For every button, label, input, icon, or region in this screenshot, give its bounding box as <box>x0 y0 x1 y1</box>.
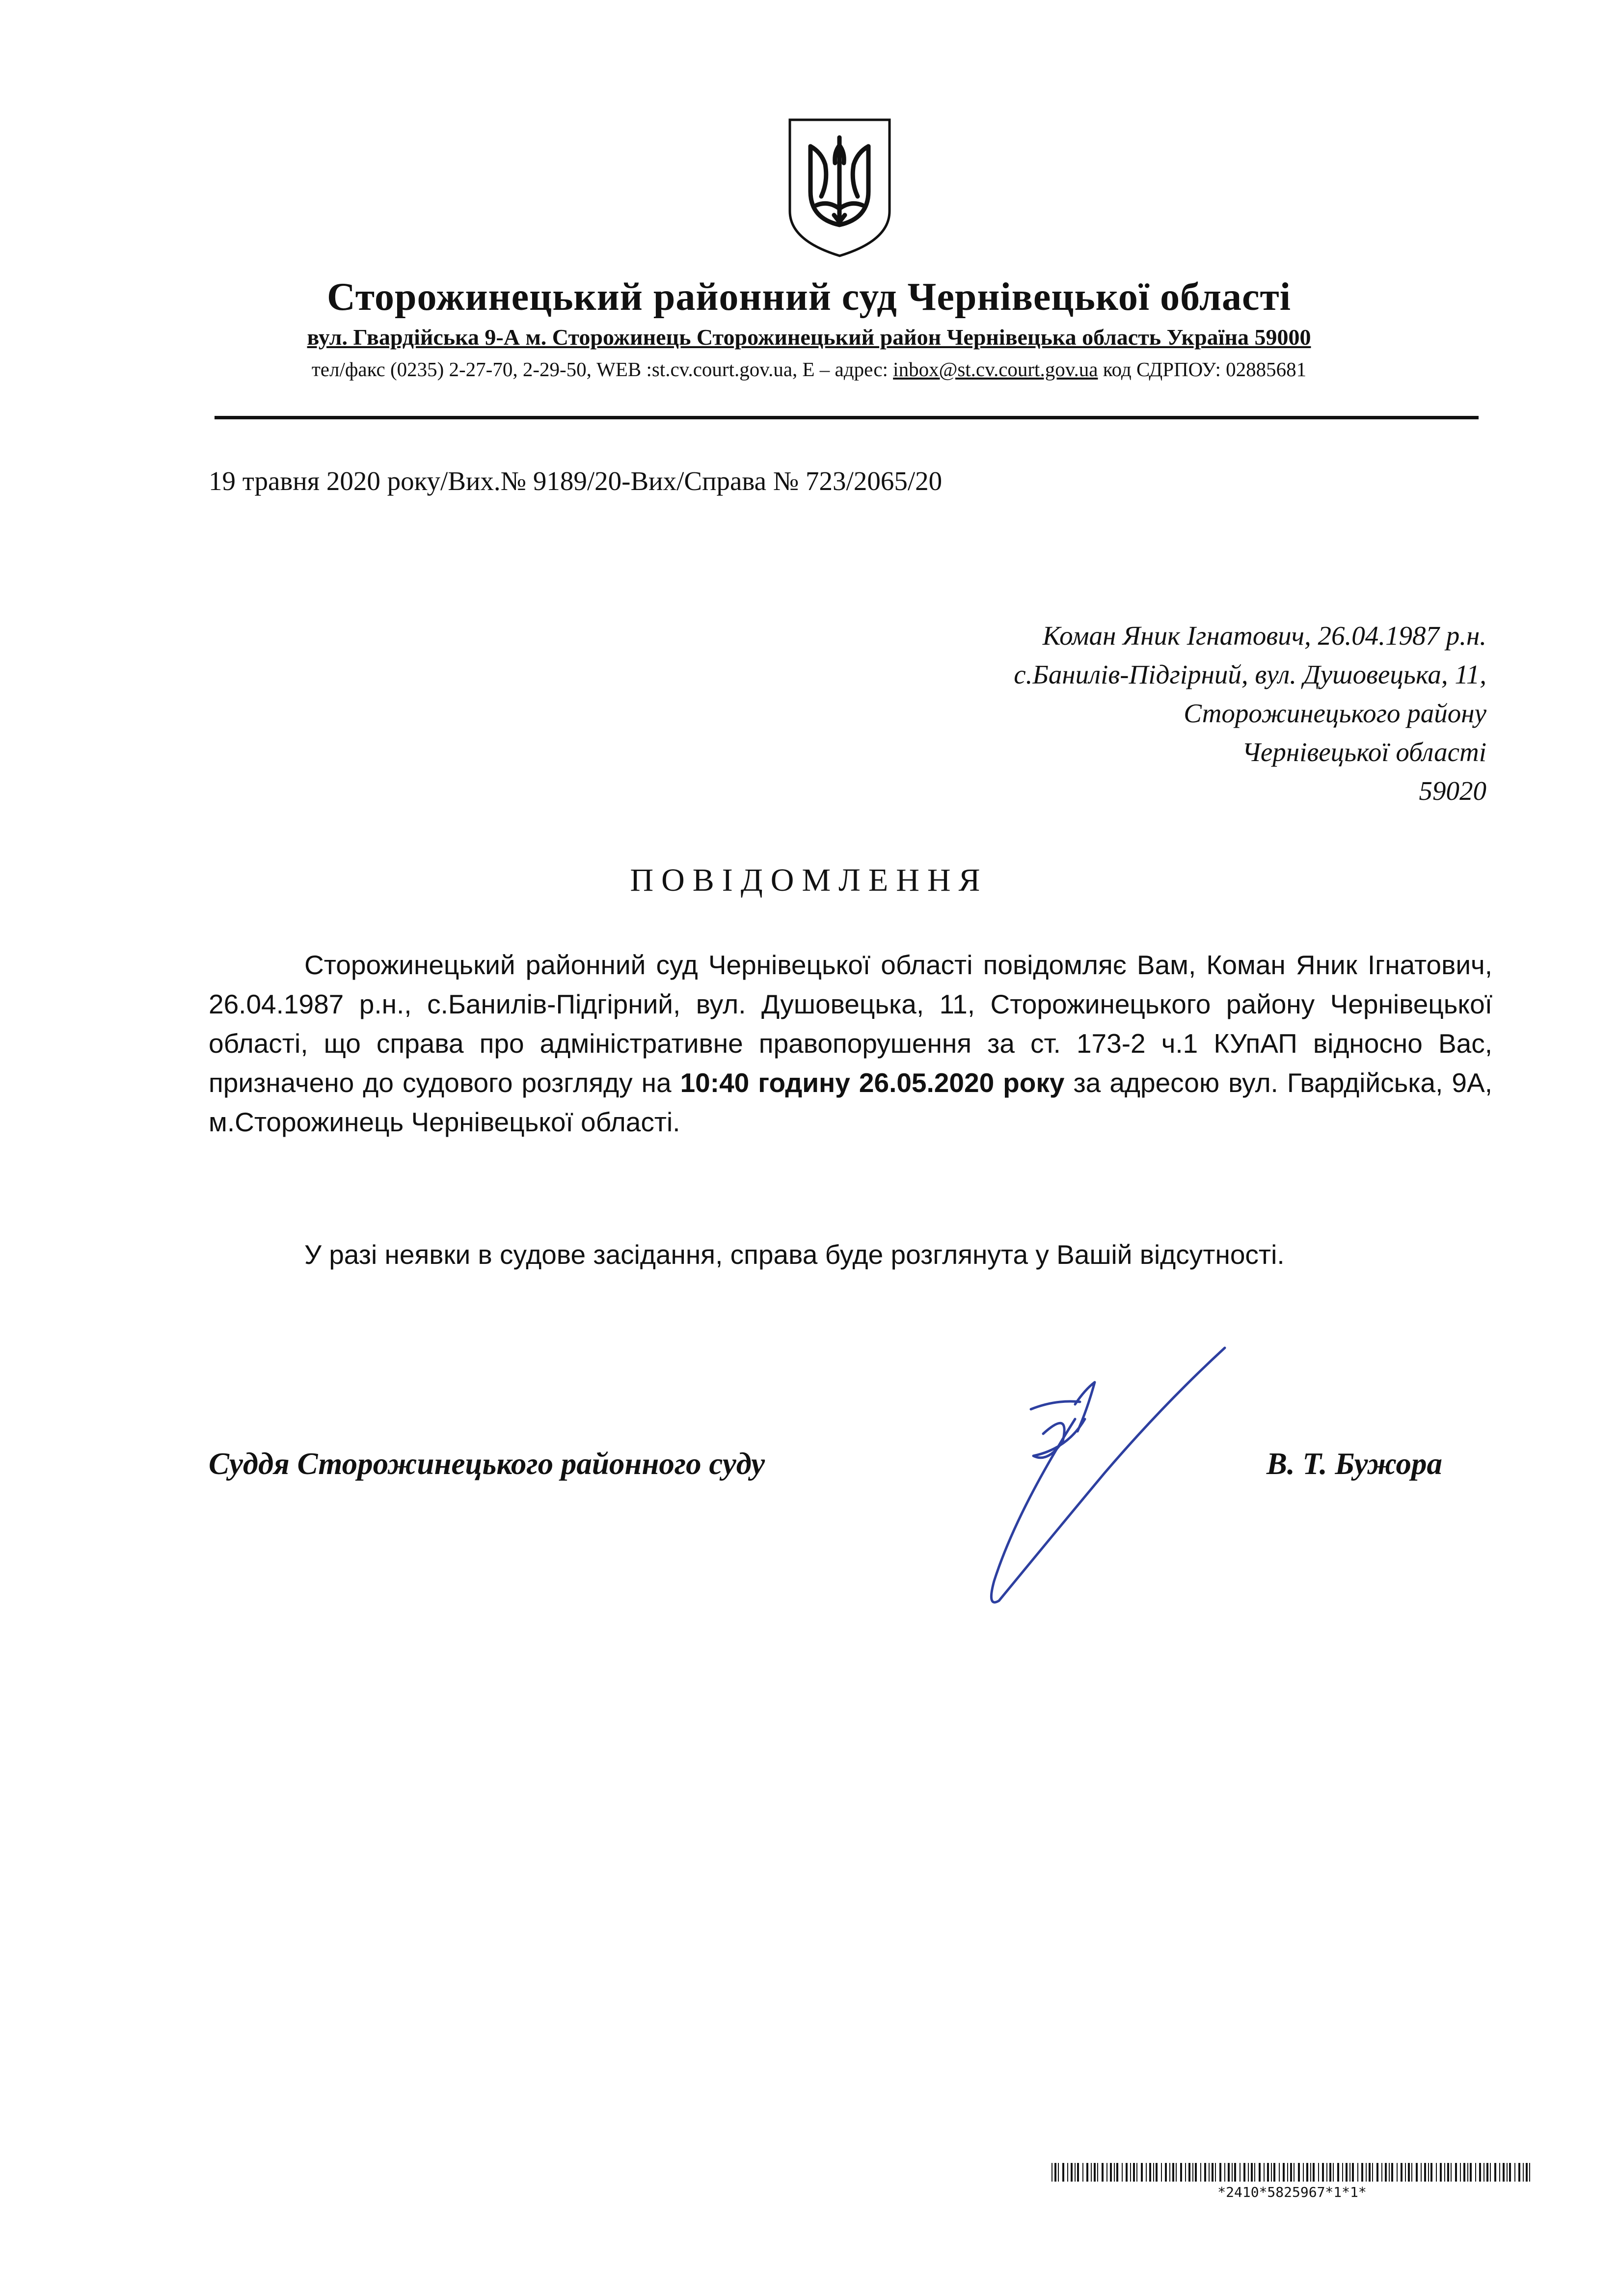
barcode-bar <box>1322 2163 1324 2182</box>
barcode-bar <box>1444 2163 1445 2182</box>
barcode-bar <box>1447 2163 1449 2182</box>
barcode-bar <box>1116 2163 1118 2182</box>
barcode-bar <box>1188 2163 1190 2182</box>
judge-name: В. Т. Бужора <box>1266 1447 1442 1481</box>
barcode-bar <box>1156 2163 1158 2182</box>
barcode-bar <box>1455 2163 1457 2182</box>
barcode-bar <box>1342 2163 1343 2182</box>
barcode-bar <box>1385 2163 1387 2182</box>
barcode-bar <box>1130 2163 1131 2182</box>
barcode-bar <box>1153 2163 1154 2182</box>
barcode-bar <box>1287 2163 1288 2182</box>
court-code: код СДРПОУ: 02885681 <box>1098 358 1307 381</box>
barcode-bar <box>1389 2163 1390 2182</box>
barcode-bar <box>1313 2163 1315 2182</box>
barcode-bar <box>1523 2163 1524 2182</box>
hearing-datetime: 10:40 годину 26.05.2020 року <box>680 1067 1065 1098</box>
barcode-bar <box>1514 2163 1515 2182</box>
barcode-bar <box>1411 2163 1412 2182</box>
barcode-bar <box>1102 2163 1104 2182</box>
document-title: ПОВІДОМЛЕННЯ <box>630 862 988 898</box>
barcode-bar <box>1185 2163 1186 2182</box>
barcode-bar <box>1318 2163 1319 2182</box>
court-contacts <box>0 357 1618 381</box>
barcode-bar <box>1176 2163 1177 2182</box>
barcode-bar <box>1401 2163 1402 2182</box>
barcode-bar <box>1503 2163 1505 2182</box>
barcode-bar <box>1494 2163 1496 2182</box>
barcode-bar <box>1058 2163 1059 2182</box>
trident-coat-of-arms-icon <box>787 118 892 258</box>
barcode-bar <box>1224 2163 1225 2182</box>
barcode-bar <box>1366 2163 1367 2182</box>
barcode-bar <box>1094 2163 1096 2182</box>
barcode-bar <box>1267 2163 1269 2182</box>
barcode-bar <box>1169 2163 1170 2182</box>
barcode-bar <box>1349 2163 1350 2182</box>
barcode-bar <box>1161 2163 1162 2182</box>
barcode-bar <box>1215 2163 1216 2182</box>
barcode-bar <box>1195 2163 1197 2182</box>
contacts-prefix: тел/факс (0235) 2-27-70, 2-29-50, WEB :st.cv.court.gov.ua, Е – адрес: <box>311 358 893 381</box>
barcode-bar <box>1357 2163 1358 2182</box>
barcode-bar <box>1110 2163 1112 2182</box>
barcode-bar <box>1470 2163 1472 2182</box>
barcode-bar <box>1054 2163 1056 2182</box>
email-link[interactable]: inbox@st.cv.court.gov.ua <box>893 358 1098 381</box>
barcode-bar <box>1436 2163 1437 2182</box>
barcode-bar <box>1200 2163 1201 2182</box>
barcode-bar <box>1421 2163 1422 2182</box>
judge-position: Суддя Сторожинецького районного суду <box>209 1447 765 1481</box>
barcode-bar <box>1086 2163 1088 2182</box>
handwritten-signature-icon <box>957 1336 1232 1611</box>
barcode-bar <box>1234 2163 1236 2182</box>
barcode <box>1052 2163 1533 2182</box>
barcode-bar <box>1106 2163 1107 2182</box>
barcode-bar <box>1499 2163 1500 2182</box>
barcode-bar <box>1254 2163 1255 2182</box>
barcode-bar <box>1243 2163 1245 2182</box>
barcode-bar <box>1333 2163 1334 2182</box>
barcode-bar <box>1212 2163 1214 2182</box>
barcode-bar <box>1518 2163 1520 2182</box>
barcode-bar <box>1326 2163 1327 2182</box>
recipient-name: Коман Яник Ігнатович, 26.04.1987 р.н. <box>1042 621 1486 651</box>
barcode-bar <box>1251 2163 1253 2182</box>
barcode-bar <box>1097 2163 1098 2182</box>
barcode-bar <box>1369 2163 1371 2182</box>
barcode-bar <box>1146 2163 1147 2182</box>
notice-paragraph <box>209 945 1492 1142</box>
absence-paragraph: У разі неявки в судове засідання, справа буде розглянута у Вашій відсутності. <box>304 1239 1285 1270</box>
barcode-bar <box>1141 2163 1143 2182</box>
barcode-bar <box>1475 2163 1476 2182</box>
barcode-bar <box>1381 2163 1382 2182</box>
barcode-bar <box>1082 2163 1083 2182</box>
barcode-bar <box>1479 2163 1481 2182</box>
barcode-bar <box>1077 2163 1079 2182</box>
barcode-bar <box>1372 2163 1373 2182</box>
barcode-bar <box>1264 2163 1265 2182</box>
barcode-bar <box>1391 2163 1393 2182</box>
barcode-bar <box>1424 2163 1426 2182</box>
barcode-bar <box>1180 2163 1182 2182</box>
barcode-bar <box>1463 2163 1465 2182</box>
barcode-bar <box>1136 2163 1137 2182</box>
barcode-bar <box>1329 2163 1331 2182</box>
barcode-bar <box>1408 2163 1410 2182</box>
barcode-bar <box>1397 2163 1398 2182</box>
recipient-postcode: 59020 <box>1419 776 1486 806</box>
barcode-bar <box>1376 2163 1378 2182</box>
barcode-bar <box>1303 2163 1304 2182</box>
barcode-bar <box>1526 2163 1528 2182</box>
header-divider <box>215 416 1479 419</box>
barcode-bar <box>1352 2163 1354 2182</box>
barcode-bar <box>1232 2163 1233 2182</box>
barcode-bar <box>1486 2163 1488 2182</box>
recipient-block <box>1014 616 1486 810</box>
barcode-bar <box>1440 2163 1442 2182</box>
barcode-number: *2410*5825967*1*1* <box>1217 2184 1367 2200</box>
barcode-bar <box>1149 2163 1151 2182</box>
barcode-bar <box>1483 2163 1484 2182</box>
barcode-bar <box>1062 2163 1064 2182</box>
barcode-bar <box>1290 2163 1292 2182</box>
barcode-bar <box>1490 2163 1491 2182</box>
barcode-bar <box>1298 2163 1300 2182</box>
barcode-bar <box>1228 2163 1230 2182</box>
barcode-bar <box>1126 2163 1128 2182</box>
barcode-bar <box>1192 2163 1193 2182</box>
barcode-bar <box>1460 2163 1461 2182</box>
barcode-bar <box>1361 2163 1363 2182</box>
barcode-bar <box>1467 2163 1468 2182</box>
barcode-bar <box>1133 2163 1135 2182</box>
barcode-bar <box>1259 2163 1261 2182</box>
recipient-street: с.Банилів-Підгірний, вул. Душовецька, 11, <box>1014 659 1486 689</box>
recipient-district: Сторожинецького району <box>1184 698 1486 728</box>
barcode-bar <box>1165 2163 1167 2182</box>
barcode-bar <box>1271 2163 1272 2182</box>
notice-address: за адресою вул. Гвардійська, 9А, м.Сторожинець Чернівецької області. <box>209 1067 1492 1137</box>
barcode-bar <box>1071 2163 1073 2182</box>
barcode-bar <box>1122 2163 1123 2182</box>
court-name: Сторожинецький районний суд Чернівецької області <box>326 275 1291 319</box>
barcode-bar <box>1204 2163 1206 2182</box>
barcode-bar <box>1219 2163 1221 2182</box>
outgoing-number: 19 травня 2020 року/Вих.№ 9189/20-Вих/Справа № 723/2065/20 <box>209 466 943 496</box>
barcode-bar <box>1067 2163 1068 2182</box>
barcode-bar <box>1451 2163 1452 2182</box>
barcode-bar <box>1405 2163 1406 2182</box>
barcode-bar <box>1337 2163 1339 2182</box>
recipient-region: Чернівецької області <box>1242 737 1486 767</box>
barcode-bar <box>1283 2163 1285 2182</box>
barcode-bar <box>1279 2163 1280 2182</box>
barcode-bar <box>1509 2163 1511 2182</box>
barcode-bar <box>1529 2163 1530 2182</box>
barcode-bar <box>1428 2163 1429 2182</box>
barcode-bar <box>1306 2163 1308 2182</box>
barcode-bar <box>1346 2163 1348 2182</box>
court-address: вул. Гвардійська 9-А м. Сторожинець Сторожинецький район Чернівецька область Україна 59000 <box>307 325 1311 350</box>
barcode-bar <box>1507 2163 1508 2182</box>
barcode-bar <box>1416 2163 1418 2182</box>
barcode-bar <box>1273 2163 1275 2182</box>
barcode-bar <box>1114 2163 1115 2182</box>
barcode-bar <box>1310 2163 1311 2182</box>
barcode-bar <box>1209 2163 1210 2182</box>
barcode-bar <box>1248 2163 1249 2182</box>
barcode-bar <box>1091 2163 1092 2182</box>
barcode-bar <box>1172 2163 1174 2182</box>
notice-text: Сторожинецький районний суд Чернівецької області повідомляє Вам, Коман Яник Ігнатович, 26.04.1987 р.н., с.Банилів-Підгірний, вул. Душовецька, 11, Сторожинецького району Чернівецької області, що справа про адміністративне правопорушення за ст. 173-2 ч.1 КУпАП відносно Вас, призначено до судового розгляду на <box>209 950 1492 1098</box>
barcode-bar <box>1430 2163 1432 2182</box>
barcode-bar <box>1075 2163 1076 2182</box>
